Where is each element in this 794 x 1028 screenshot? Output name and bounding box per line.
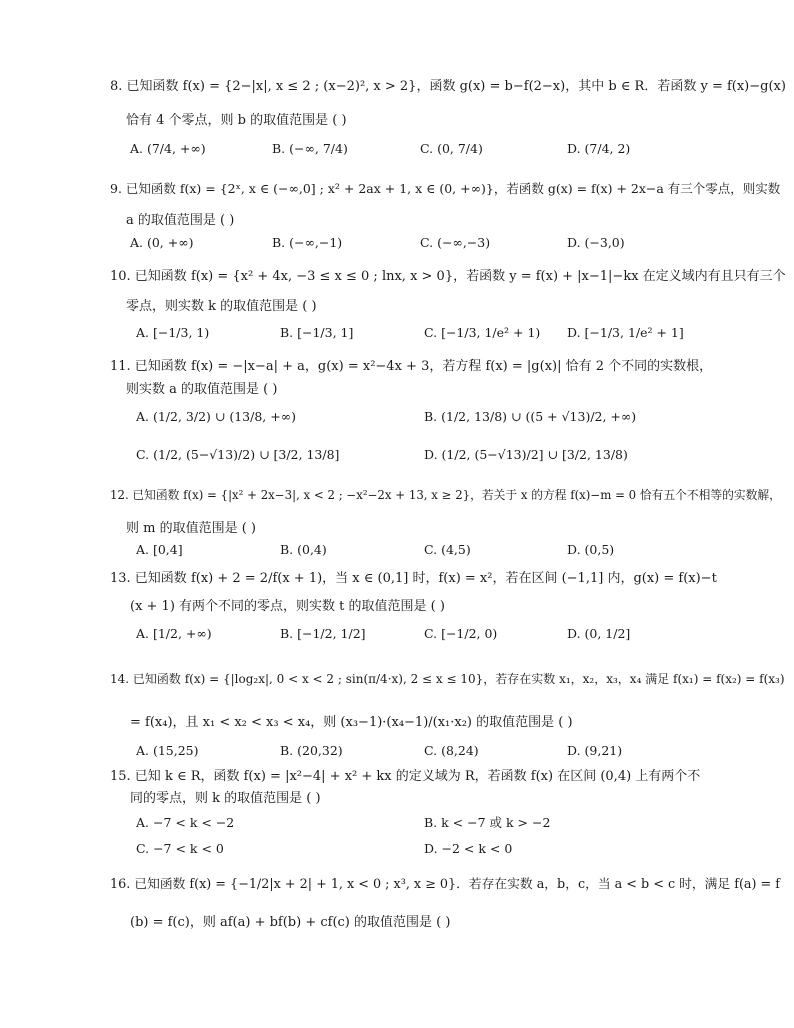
question-10-option-c: C. [−1/3, 1/e² + 1)	[424, 325, 541, 340]
question-16-line-2: (b) = f(c)，则 af(a) + bf(b) + cf(c) 的取值范围是 ( )	[130, 915, 451, 930]
question-10-option-d: D. [−1/3, 1/e² + 1]	[567, 325, 684, 340]
question-11-option-a: A. (1/2, 3/2) ∪ (13/8, +∞)	[136, 409, 296, 424]
question-13-line-2: (x + 1) 有两个不同的零点，则实数 t 的取值范围是 ( )	[130, 599, 445, 614]
question-11-option-c: C. (1/2, (5−√13)/2) ∪ [3/2, 13/8]	[136, 447, 340, 462]
question-11-option-b: B. (1/2, 13/8) ∪ ((5 + √13)/2, +∞)	[424, 409, 637, 424]
question-12-option-d: D. (0,5)	[567, 542, 615, 557]
question-11-line-1: 11. 已知函数 f(x) = −|x−a| + a，g(x) = x²−4x + 3，若方程 f(x) = |g(x)| 恰有 2 个不同的实数根，	[110, 359, 713, 374]
question-10-line-2: 零点，则实数 k 的取值范围是 ( )	[126, 299, 317, 314]
question-13-option-a: A. [1/2, +∞)	[136, 626, 212, 641]
question-13-line-1: 13. 已知函数 f(x) + 2 = 2/f(x + 1)，当 x ∈ (0,1] 时，f(x) = x²，若在区间 (−1,1] 内，g(x) = f(x)−t	[110, 571, 717, 586]
question-15-line-1: 15. 已知 k ∈ R，函数 f(x) = |x²−4| + x² + kx 的定义域为 R，若函数 f(x) 在区间 (0,4) 上有两个不	[110, 769, 701, 784]
question-15-option-d: D. −2 < k < 0	[424, 841, 513, 856]
question-8-option-d: D. (7/4, 2)	[567, 141, 631, 156]
question-13-option-d: D. (0, 1/2]	[567, 626, 631, 641]
question-9-option-b: B. (−∞,−1)	[272, 235, 343, 250]
question-9-option-a: A. (0, +∞)	[130, 235, 194, 250]
question-14-option-b: B. (20,32)	[280, 743, 343, 758]
question-14-line-2: = f(x₄)，且 x₁ < x₂ < x₃ < x₄，则 (x₃−1)·(x₄−1)/(x₁·x₂) 的取值范围是 ( )	[130, 715, 573, 730]
question-14-option-a: A. (15,25)	[136, 743, 199, 758]
question-8-option-b: B. (−∞, 7/4)	[272, 141, 348, 156]
question-8-option-a: A. (7/4, +∞)	[130, 141, 206, 156]
question-14-option-d: D. (9,21)	[567, 743, 623, 758]
question-9-option-c: C. (−∞,−3)	[420, 235, 491, 250]
question-14-option-c: C. (8,24)	[424, 743, 479, 758]
question-8-option-c: C. (0, 7/4)	[420, 141, 483, 156]
question-15-option-a: A. −7 < k < −2	[136, 815, 235, 830]
question-13-option-b: B. [−1/2, 1/2]	[280, 626, 366, 641]
question-9-line-1: 9. 已知函数 f(x) = {2ˣ, x ∈ (−∞,0] ; x² + 2ax + 1, x ∈ (0, +∞)}，若函数 g(x) = f(x) + 2x−a 有三个零点，则实数	[110, 181, 781, 196]
question-12-line-2: 则 m 的取值范围是 ( )	[126, 521, 257, 536]
question-8-line-2: 恰有 4 个零点，则 b 的取值范围是 ( )	[126, 113, 347, 128]
question-12-option-b: B. (0,4)	[280, 542, 327, 557]
question-16-line-1: 16. 已知函数 f(x) = {−1/2|x + 2| + 1, x < 0 ; x³, x ≥ 0}．若存在实数 a，b，c，当 a < b < c 时，满足 f(a) = f	[110, 877, 781, 892]
question-11-line-2: 则实数 a 的取值范围是 ( )	[126, 382, 278, 397]
question-10-option-a: A. [−1/3, 1)	[136, 325, 210, 340]
question-15-line-2: 同的零点，则 k 的取值范围是 ( )	[130, 791, 321, 806]
question-14-line-1: 14. 已知函数 f(x) = {|log₂x|, 0 < x < 2 ; sin(π/4·x), 2 ≤ x ≤ 10}，若存在实数 x₁，x₂，x₃，x₄ 满足 f(x₁) = f(x₂) = f(x₃)	[110, 672, 785, 686]
question-9-line-2: a 的取值范围是 ( )	[126, 213, 235, 228]
question-15-option-c: C. −7 < k < 0	[136, 841, 224, 856]
question-13-option-c: C. [−1/2, 0)	[424, 626, 498, 641]
question-12-option-a: A. [0,4]	[136, 542, 183, 557]
question-11-option-d: D. (1/2, (5−√13)/2] ∪ [3/2, 13/8)	[424, 447, 628, 462]
question-12-line-1: 12. 已知函数 f(x) = {|x² + 2x−3|, x < 2 ; −x²−2x + 13, x ≥ 2}，若关于 x 的方程 f(x)−m = 0 恰有五个不相等的实数解，	[110, 488, 781, 502]
question-9-option-d: D. (−3,0)	[567, 235, 625, 250]
question-10-line-1: 10. 已知函数 f(x) = {x² + 4x, −3 ≤ x ≤ 0 ; lnx, x > 0}，若函数 y = f(x) + |x−1|−kx 在定义域内有且只有三个	[110, 269, 786, 284]
question-15-option-b: B. k < −7 或 k > −2	[424, 815, 551, 830]
question-8-line-1: 8. 已知函数 f(x) = {2−|x|, x ≤ 2 ; (x−2)², x > 2}，函数 g(x) = b−f(2−x)，其中 b ∈ R．若函数 y = f(x)−g(x)	[110, 79, 786, 94]
question-10-option-b: B. [−1/3, 1]	[280, 325, 354, 340]
question-12-option-c: C. (4,5)	[424, 542, 471, 557]
